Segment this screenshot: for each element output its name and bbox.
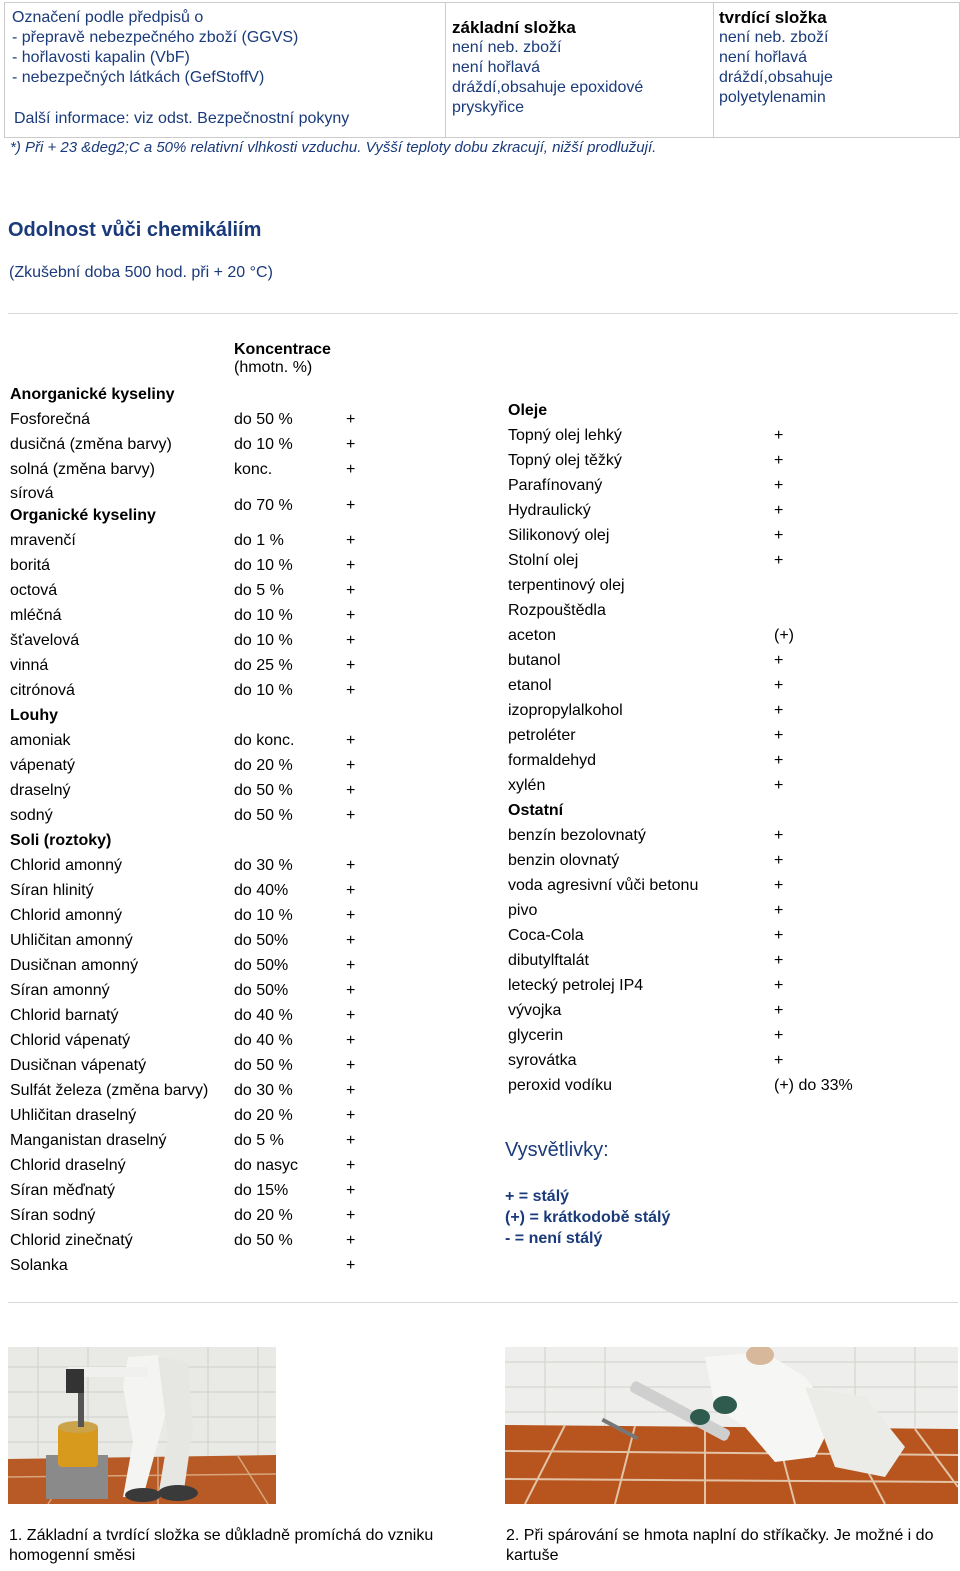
resistance-value: + xyxy=(774,877,784,894)
chemical-name: terpentinový olej xyxy=(508,577,625,594)
concentration-value: do 40 % xyxy=(234,1032,293,1049)
resistance-value: + xyxy=(774,452,784,469)
resistance-value: + xyxy=(774,652,784,669)
chemical-name: Chlorid amonný xyxy=(10,907,123,924)
resistance-value: + xyxy=(774,927,784,944)
resistance-value: + xyxy=(346,1057,356,1074)
resistance-value: + xyxy=(346,1082,356,1099)
resistance-value: + xyxy=(774,427,784,444)
chemical-name: petroléter xyxy=(508,727,576,744)
resistance-value: + xyxy=(774,827,784,844)
more-info-note: Další informace: viz odst. Bezpečnostní pokyny xyxy=(14,110,350,127)
resistance-value: + xyxy=(774,727,784,744)
resistance-value: + xyxy=(774,952,784,969)
resistance-value: + xyxy=(346,1257,356,1274)
chemical-name: Chlorid barnatý xyxy=(10,1007,119,1024)
chemical-name: Síran měďnatý xyxy=(10,1182,115,1199)
divider xyxy=(8,1302,958,1303)
resistance-value: + xyxy=(346,582,356,599)
text-line: dráždí,obsahuje epoxidové xyxy=(452,79,644,96)
chemical-name: Chlorid amonný xyxy=(10,857,123,874)
resistance-value: + xyxy=(774,977,784,994)
resistance-value: + xyxy=(774,1002,784,1019)
text-line: není hořlavá xyxy=(719,49,808,66)
concentration-value: do 50% xyxy=(234,932,289,949)
chemical-name: aceton xyxy=(508,627,557,644)
resistance-value: + xyxy=(346,1232,356,1249)
chemical-name: citrónová xyxy=(10,682,75,699)
concentration-value: do 10 % xyxy=(234,436,293,453)
chemical-name: voda agresivní vůči betonu xyxy=(508,877,699,894)
chemical-name: etanol xyxy=(508,677,552,694)
concentration-value: do 5 % xyxy=(234,1132,284,1149)
chemical-name: vápenatý xyxy=(10,757,75,774)
concentration-value: do 10 % xyxy=(234,682,293,699)
labeling-column-hardener xyxy=(719,8,833,108)
table-group-heading: Louhy xyxy=(10,707,58,724)
chemical-name: octová xyxy=(10,582,58,599)
resistance-value: + xyxy=(774,702,784,719)
concentration-value: do konc. xyxy=(234,732,295,749)
concentration-value: do 20 % xyxy=(234,1107,293,1124)
resistance-value: + xyxy=(346,1007,356,1024)
chemical-name: sodný xyxy=(10,807,53,824)
resistance-value: + xyxy=(346,857,356,874)
resistance-value: + xyxy=(774,552,784,569)
text-line: - přepravě nebezpečného zboží (GGVS) xyxy=(12,29,299,46)
concentration-value: do 50 % xyxy=(234,411,293,428)
chemical-name: boritá xyxy=(10,557,51,574)
chemical-name: Síran hlinitý xyxy=(10,882,94,899)
concentration-value: do 30 % xyxy=(234,1082,293,1099)
resistance-value: + xyxy=(346,982,356,999)
resistance-value: + xyxy=(346,557,356,574)
resistance-value: + xyxy=(346,807,356,824)
text-line: dráždí,obsahuje xyxy=(719,69,833,86)
concentration-value: do 50 % xyxy=(234,782,293,799)
concentration-value: do 5 % xyxy=(234,582,284,599)
resistance-value: + xyxy=(346,907,356,924)
chemical-name: izopropylalkohol xyxy=(508,702,623,719)
resistance-value: + xyxy=(346,436,356,453)
resistance-value: + xyxy=(346,1182,356,1199)
chemical-name: sírová xyxy=(10,485,54,502)
chemical-name: xylén xyxy=(508,777,546,794)
resistance-value: + xyxy=(346,732,356,749)
chemical-name: Solanka xyxy=(10,1257,68,1274)
table-group-heading: Oleje xyxy=(508,402,548,419)
concentration-header xyxy=(234,341,331,377)
chemical-name: Chlorid draselný xyxy=(10,1157,126,1174)
chemical-name: šťavelová xyxy=(10,632,80,649)
chemical-name: dusičná (změna barvy) xyxy=(10,436,172,453)
text-line: není neb. zboží xyxy=(719,29,829,46)
resistance-value: + xyxy=(346,607,356,624)
resistance-value: (+) xyxy=(774,627,794,644)
caption-grouting: 2. Při spárování se hmota naplní do stříkačky. Je možné i do kartuše xyxy=(506,1527,934,1564)
concentration-value: do 50% xyxy=(234,982,289,999)
resistance-value: + xyxy=(346,882,356,899)
text-line: pryskyřice xyxy=(452,99,525,116)
resistance-value: + xyxy=(346,1032,356,1049)
text-line: - hořlavosti kapalin (VbF) xyxy=(12,49,190,66)
chemical-name: pivo xyxy=(508,902,538,919)
resistance-value: + xyxy=(346,957,356,974)
table-group-heading: Rozpouštědla xyxy=(508,602,606,619)
resistance-value: + xyxy=(346,1157,356,1174)
resistance-value: + xyxy=(346,532,356,549)
resistance-value: + xyxy=(774,527,784,544)
resistance-value: + xyxy=(346,411,356,428)
photo-grouting xyxy=(505,1347,958,1504)
chemical-name: glycerin xyxy=(508,1027,564,1044)
chemical-name: Síran sodný xyxy=(10,1207,96,1224)
resistance-value: + xyxy=(346,682,356,699)
section-title: Odolnost vůči chemikáliím xyxy=(8,219,262,241)
hardener-component-title: tvrdící složka xyxy=(719,8,827,27)
chemical-name: Topný olej těžký xyxy=(508,452,622,469)
base-component-title: základní složka xyxy=(452,18,576,37)
resistance-value: + xyxy=(774,777,784,794)
text-line: - nebezpečných látkách (GefStoffV) xyxy=(12,69,265,86)
chemical-name: Stolní olej xyxy=(508,552,579,569)
resistance-value: + xyxy=(346,757,356,774)
concentration-value: do 10 % xyxy=(234,632,293,649)
chemical-name: solná (změna barvy) xyxy=(10,461,155,478)
legend xyxy=(505,1186,670,1249)
table-group-heading: Organické kyseliny xyxy=(10,507,156,524)
concentration-value: do 20 % xyxy=(234,1207,293,1224)
legend-item: - = není stálý xyxy=(505,1230,603,1247)
chemical-name: Dusičnan amonný xyxy=(10,957,139,974)
chemical-name: Manganistan draselný xyxy=(10,1132,167,1149)
chemical-name: Sulfát železa (změna barvy) xyxy=(10,1082,209,1099)
chemical-name: butanol xyxy=(508,652,561,669)
chemical-name: benzín bezolovnatý xyxy=(508,827,646,844)
table-group-heading: Soli (roztoky) xyxy=(10,832,112,849)
concentration-value: do 10 % xyxy=(234,557,293,574)
chemical-name: vývojka xyxy=(508,1002,562,1019)
concentration-value: do 40% xyxy=(234,882,289,899)
chemical-name: Síran amonný xyxy=(10,982,110,999)
resistance-value: + xyxy=(774,677,784,694)
resistance-value: (+) do 33% xyxy=(774,1077,853,1094)
concentration-value: do nasyc xyxy=(234,1157,299,1174)
chemical-name: Uhličitan amonný xyxy=(10,932,133,949)
concentration-value: do 40 % xyxy=(234,1007,293,1024)
chemical-name: peroxid vodíku xyxy=(508,1077,613,1094)
chemical-name: draselný xyxy=(10,782,71,799)
concentration-value: do 50 % xyxy=(234,1232,293,1249)
chemical-name: Topný olej lehký xyxy=(508,427,622,444)
table-group-heading: Ostatní xyxy=(508,802,564,819)
text-line: Označení podle předpisů o xyxy=(12,9,204,26)
resistance-value: + xyxy=(774,502,784,519)
concentration-header-title: Koncentrace xyxy=(234,341,331,358)
caption-mixing: 1. Základní a tvrdící složka se důkladně promíchá do vzniku homogenní směsi xyxy=(9,1527,434,1564)
resistance-value: + xyxy=(774,752,784,769)
concentration-value: konc. xyxy=(234,461,273,478)
resistance-value: + xyxy=(346,461,356,478)
chemical-name: benzin olovnatý xyxy=(508,852,620,869)
legend-item: + = stálý xyxy=(505,1188,570,1205)
chemical-name: Hydraulický xyxy=(508,502,591,519)
resistance-value: + xyxy=(346,497,356,514)
chemical-name: mravenčí xyxy=(10,532,76,549)
resistance-value: + xyxy=(346,657,356,674)
concentration-value: do 70 % xyxy=(234,497,293,514)
concentration-value: do 1 % xyxy=(234,532,284,549)
section-subtitle: (Zkušební doba 500 hod. při + 20 °C) xyxy=(9,264,273,281)
divider xyxy=(8,313,958,314)
chemical-name: syrovátka xyxy=(508,1052,577,1069)
chemical-name: Silikonový olej xyxy=(508,527,610,544)
resistance-value: + xyxy=(774,852,784,869)
resistance-value: + xyxy=(774,1052,784,1069)
concentration-value: do 10 % xyxy=(234,907,293,924)
legend-item: (+) = krátkodobě stálý xyxy=(505,1209,671,1226)
concentration-value: do 15% xyxy=(234,1182,289,1199)
concentration-value: do 50 % xyxy=(234,807,293,824)
concentration-header-unit: (hmotn. %) xyxy=(234,359,313,376)
text-line: není hořlavá xyxy=(452,59,541,76)
resistance-value: + xyxy=(774,477,784,494)
concentration-value: do 50 % xyxy=(234,1057,293,1074)
labeling-column-base xyxy=(452,18,643,118)
chemical-name: mléčná xyxy=(10,607,62,624)
chemical-name: dibutylftalát xyxy=(508,952,589,969)
chemical-name: Chlorid zinečnatý xyxy=(10,1232,133,1249)
legend-title: Vysvětlivky: xyxy=(505,1139,609,1161)
chemical-name: Dusičnan vápenatý xyxy=(10,1057,147,1074)
resistance-value: + xyxy=(346,782,356,799)
concentration-value: do 50% xyxy=(234,957,289,974)
labeling-column-regulations xyxy=(12,8,298,88)
text-line: polyetylenamin xyxy=(719,89,826,106)
footnote: *) Při + 23 &deg2;C a 50% relativní vlhkosti vzduchu. Vyšší teploty dobu zkracují, nižší prodlužují. xyxy=(10,139,657,156)
resistance-value: + xyxy=(774,902,784,919)
text-line: není neb. zboží xyxy=(452,39,562,56)
chemical-name: Chlorid vápenatý xyxy=(10,1032,131,1049)
resistance-value: + xyxy=(774,1027,784,1044)
chemical-name: letecký petrolej IP4 xyxy=(508,977,644,994)
resistance-value: + xyxy=(346,1132,356,1149)
resistance-value: + xyxy=(346,632,356,649)
photo-mixing xyxy=(8,1347,276,1504)
concentration-value: do 25 % xyxy=(234,657,293,674)
chemical-name: amoniak xyxy=(10,732,71,749)
resistance-value: + xyxy=(346,932,356,949)
concentration-value: do 20 % xyxy=(234,757,293,774)
chemical-name: vinná xyxy=(10,657,49,674)
chemical-name: Uhličitan draselný xyxy=(10,1107,137,1124)
concentration-value: do 30 % xyxy=(234,857,293,874)
resistance-value: + xyxy=(346,1107,356,1124)
chemical-name: formaldehyd xyxy=(508,752,597,769)
chemical-name: Fosforečná xyxy=(10,411,91,428)
table-group-heading: Anorganické kyseliny xyxy=(10,386,175,403)
resistance-value: + xyxy=(346,1207,356,1224)
chemical-name: Coca-Cola xyxy=(508,927,584,944)
chemical-name: Parafínovaný xyxy=(508,477,603,494)
concentration-value: do 10 % xyxy=(234,607,293,624)
